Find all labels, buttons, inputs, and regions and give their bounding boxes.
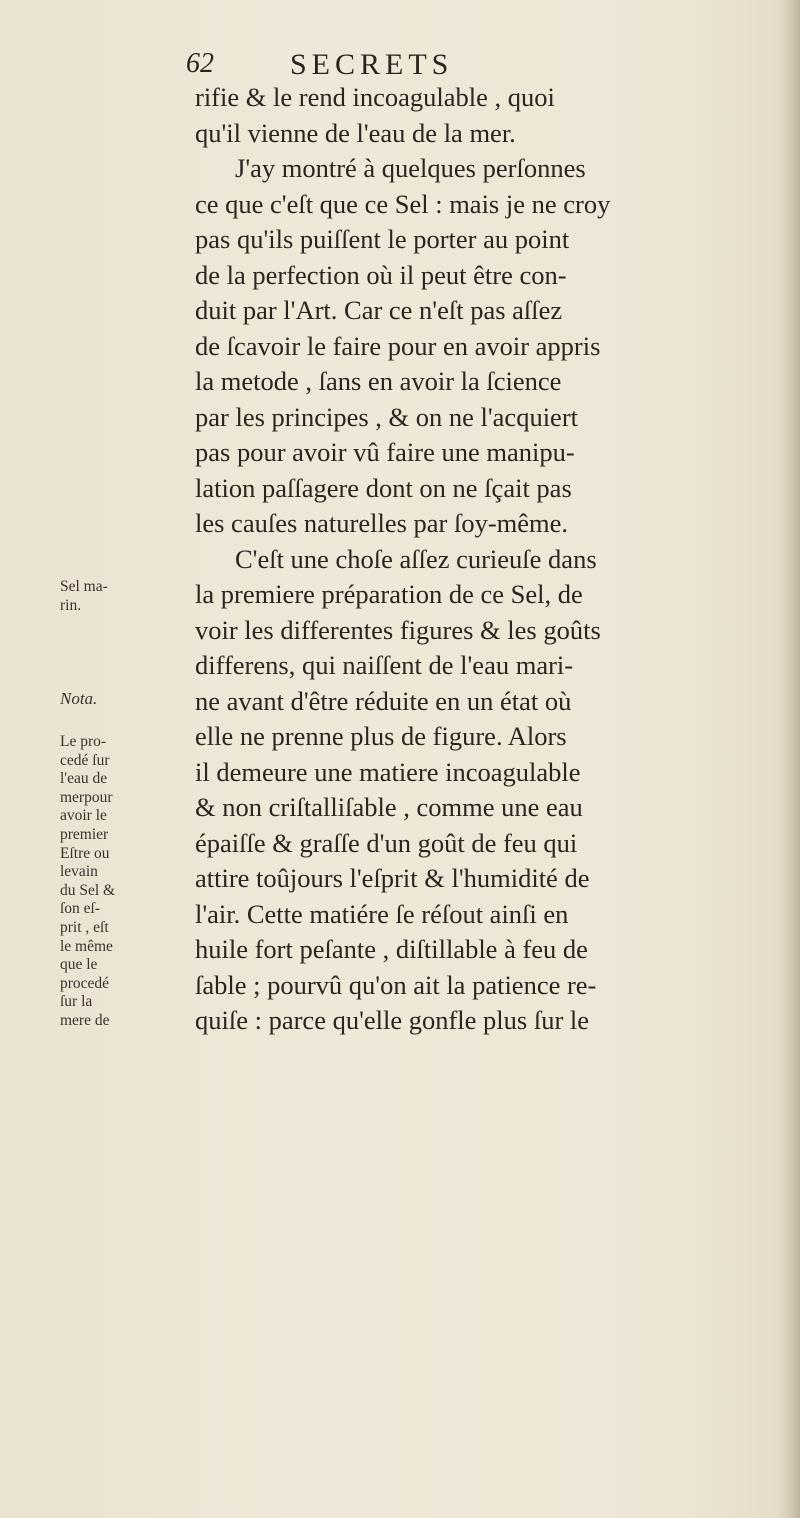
- margin-note-line: merpour: [60, 788, 113, 806]
- margin-note-line: prit , eſt: [60, 918, 109, 936]
- margin-note-line: le même: [60, 937, 113, 955]
- text-line: épaiſſe & graſſe d'un goût de feu qui: [195, 827, 578, 858]
- text-line: par les principes , & on ne l'acquiert: [195, 401, 579, 432]
- text-line: & non criſtalliſable , comme une eau: [195, 792, 583, 822]
- text-line: de la perfection où il peut être con-: [195, 259, 567, 290]
- body-text: [195, 80, 795, 1039]
- text-line: voir les differentes figures & les goûts: [195, 614, 601, 645]
- text-line: attire toûjours l'eſprit & l'humidité de: [195, 863, 590, 893]
- margin-note-line: procedé: [60, 974, 110, 992]
- text-line: C'eſt une choſe aſſez curieuſe dans: [235, 543, 597, 574]
- text-line: J'ay montré à quelques perſonnes: [235, 153, 586, 183]
- margin-note-line: rin.: [60, 596, 82, 614]
- text-line: ce que c'eſt que ce Sel : mais je ne croy: [195, 188, 611, 219]
- text-line: lation paſſagere dont on ne ſçait pas: [195, 472, 572, 503]
- margin-note-line: levain: [60, 863, 98, 881]
- margin-note-line: l'eau de: [60, 770, 108, 788]
- text-line: de ſcavoir le faire pour en avoir appris: [195, 330, 601, 361]
- margin-note-line: avoir le: [60, 807, 107, 825]
- text-line: ne avant d'être réduite en un état où: [195, 685, 572, 716]
- text-line: huile fort peſante , diſtillable à feu de: [195, 934, 588, 964]
- margin-note-line: du Sel &: [60, 881, 116, 899]
- text-line: quiſe : parce qu'elle gonfle plus ſur le: [195, 1005, 590, 1035]
- text-line: pas pour avoir vû faire une manipu-: [195, 437, 575, 467]
- margin-note-line: que le: [60, 956, 98, 974]
- margin-note-line: ſur la: [60, 993, 93, 1011]
- text-line: elle ne prenne plus de figure. Alors: [195, 721, 567, 751]
- text-line: qu'il vienne de l'eau de la mer.: [195, 117, 516, 148]
- text-line: la metode , ſans en avoir la ſcience: [195, 366, 562, 396]
- text-line: les cauſes naturelles par ſoy-même.: [195, 508, 569, 538]
- running-title: SECRETS: [290, 48, 454, 81]
- margin-note-line: cedé ſur: [60, 751, 110, 769]
- text-line: la premiere préparation de ce Sel, de: [195, 579, 583, 609]
- margin-note-procede: [60, 733, 122, 1031]
- margin-note-line: Sel ma-: [60, 578, 108, 595]
- margin-note-line: Eſtre ou: [60, 844, 110, 862]
- text-line: il demeure une matiere incoagulable: [195, 756, 581, 787]
- margin-note-sel-marin: [60, 578, 122, 615]
- text-line: duit par l'Art. Car ce n'eſt pas aſſez: [195, 295, 563, 325]
- text-line: rifie & le rend incoagulable , quoi: [195, 82, 555, 112]
- text-line: ſable ; pourvû qu'on ait la patience re-: [195, 969, 597, 1000]
- margin-note-line: ſon eſ-: [60, 900, 101, 918]
- text-line: l'air. Cette matiére ſe réſout ainſi en: [195, 898, 569, 929]
- margin-note-line: Le pro-: [60, 733, 107, 750]
- page-number: 62: [186, 48, 214, 79]
- margin-note-nota: [60, 690, 122, 709]
- margin-note-line: Nota.: [60, 689, 98, 708]
- text-line: pas qu'ils puiſſent le porter au point: [195, 224, 570, 254]
- margin-note-line: premier: [60, 825, 109, 843]
- text-line: differens, qui naiſſent de l'eau mari-: [195, 650, 574, 680]
- margin-note-line: mere de: [60, 1011, 110, 1029]
